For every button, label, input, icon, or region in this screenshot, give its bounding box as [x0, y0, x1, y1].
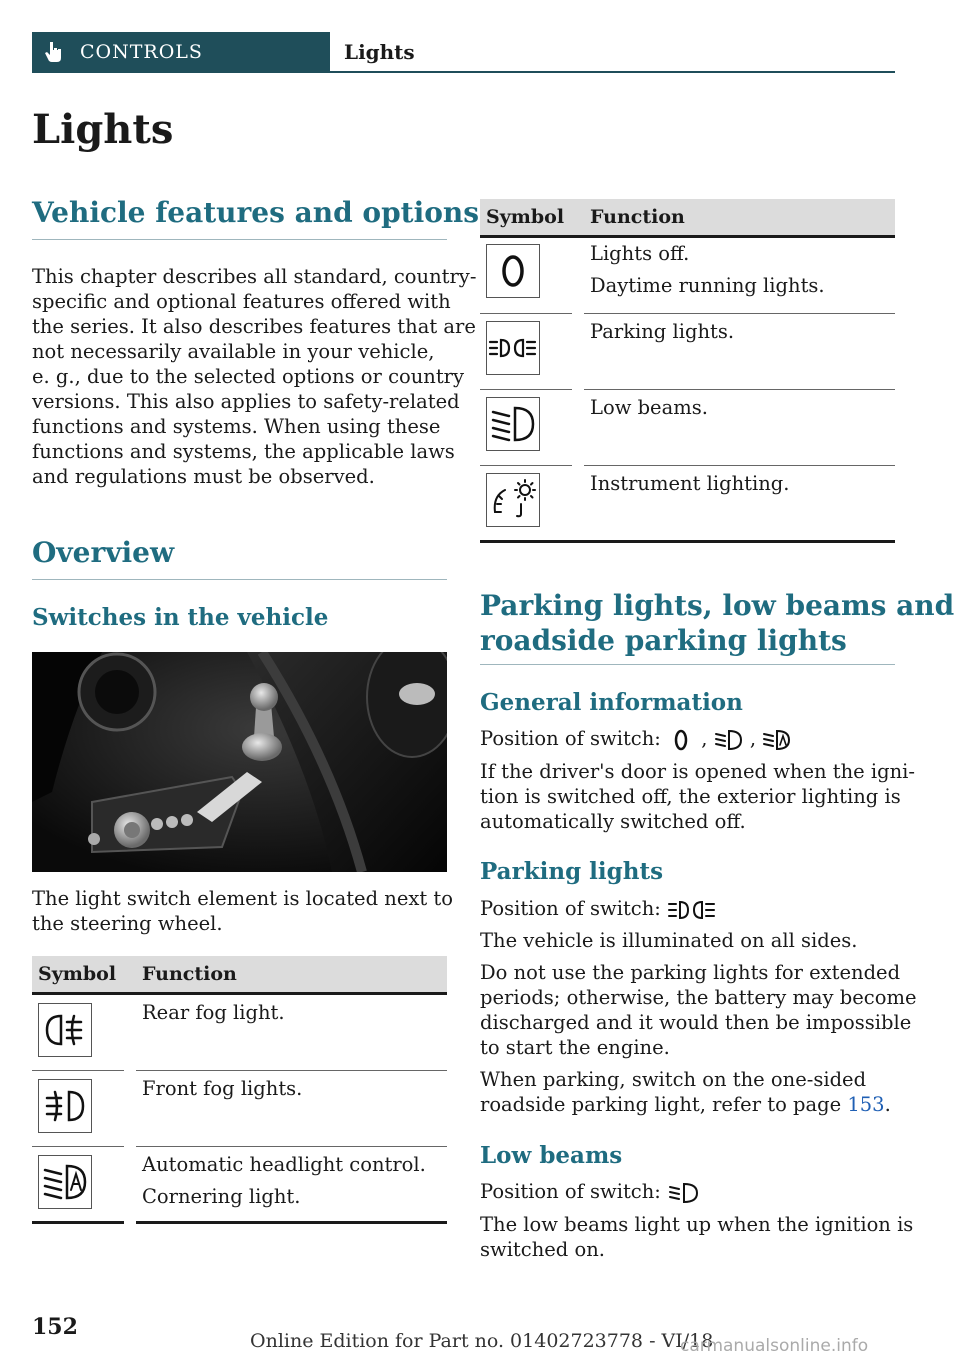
- parking-lights-icon: [486, 321, 540, 375]
- right-symbol-table: [480, 199, 895, 545]
- function-text: Parking lights.: [590, 320, 735, 343]
- table-row: [480, 314, 895, 390]
- section-name: CONTROLS: [80, 41, 203, 63]
- heading-parking-low-beams: Parking lights, low beams and roadside parking lights: [480, 589, 955, 657]
- page-reference-link[interactable]: 153: [847, 1093, 885, 1116]
- rear-fog-light-icon: [38, 1003, 92, 1057]
- page-title: Lights: [32, 106, 174, 153]
- heading-switches: Switches in the vehicle: [32, 604, 329, 631]
- parking-text-2: Do not use the parking lights for extended periods; otherwise, the battery may become discharged and it would then be impossible to start the engine.: [480, 961, 917, 1059]
- function-text: Low beams.: [590, 396, 708, 419]
- col-symbol: Symbol: [486, 206, 565, 228]
- col-symbol: Symbol: [38, 963, 117, 985]
- instrument-lighting-icon: [486, 473, 540, 527]
- heading-overview: Overview: [32, 536, 175, 569]
- table-row: [32, 1147, 447, 1223]
- lights-off-icon: [486, 244, 540, 298]
- table-row: [480, 238, 895, 314]
- table-row: [480, 466, 895, 542]
- function-text: Instrument lighting.: [590, 472, 790, 495]
- table-header: [32, 956, 447, 995]
- hand-pointer-icon: [44, 41, 62, 63]
- low-beams-icon: [667, 1180, 701, 1206]
- table-header: [480, 199, 895, 238]
- heading-rule: [480, 664, 895, 665]
- page-header: [32, 32, 895, 73]
- function-text: Rear fog light.: [142, 1001, 285, 1024]
- section-tab: [32, 32, 330, 71]
- parking-low-beam-icon: [714, 727, 744, 753]
- low-beams-text: The low beams light up when the ignition is switched on.: [480, 1213, 914, 1261]
- edition-note: Online Edition for Part no. 01402723778 - VI/18: [250, 1330, 714, 1352]
- automatic-headlight-icon: [38, 1155, 92, 1209]
- automatic-headlight-icon: [762, 727, 792, 753]
- function-text: Front fog lights.: [142, 1077, 303, 1100]
- function-text: Automatic headlight control.: [142, 1153, 426, 1176]
- col-function: Function: [590, 206, 685, 228]
- function-text: Daytime running lights.: [590, 274, 825, 297]
- parking-text-3: When parking, switch on the one-sided roadside parking light, refer to page 153.: [480, 1068, 891, 1116]
- parking-text-1: The vehicle is illuminated on all sides.: [480, 929, 858, 952]
- general-position-line: Position of switch: , ,: [480, 726, 792, 753]
- watermark: carmanualsonline.info: [680, 1336, 869, 1356]
- heading-vehicle-features: Vehicle features and options: [32, 196, 480, 229]
- function-text: Lights off.: [590, 242, 690, 265]
- heading-parking-lights: Parking lights: [480, 858, 664, 885]
- heading-rule: [32, 239, 447, 240]
- page-number: 152: [32, 1314, 78, 1340]
- heading-rule: [32, 579, 447, 580]
- table-row: [32, 1071, 447, 1147]
- heading-low-beams: Low beams: [480, 1142, 623, 1169]
- general-info-text: If the driver's door is opened when the igni- tion is switched off, the exterior lighting is automatically switched off.: [480, 760, 915, 833]
- switch-caption: The light switch element is located next to the steering wheel.: [32, 887, 453, 935]
- low-beams-icon: [486, 397, 540, 451]
- front-fog-lights-icon: [38, 1079, 92, 1133]
- low-beams-position-line: Position of switch:: [480, 1179, 701, 1206]
- vehicle-features-text: This chapter describes all standard, country- specific and optional features offered with the series. It also describes features that are not necessarily available in your vehicle, e. g., due to the selected options or country versions. This also applies to safety-related functions and systems. When using these functions and systems, the applicable laws and regulations must be observed.: [32, 265, 477, 488]
- table-row: [32, 995, 447, 1071]
- parking-position-line: Position of switch:: [480, 896, 717, 922]
- col-function: Function: [142, 963, 237, 985]
- function-text: Cornering light.: [142, 1185, 301, 1208]
- left-symbol-table: [32, 956, 447, 1226]
- lights-off-icon: [667, 727, 695, 753]
- light-switch-photo: [32, 652, 447, 872]
- table-row: [480, 390, 895, 466]
- topic-name: Lights: [344, 40, 415, 64]
- parking-lights-icon: [667, 898, 717, 922]
- heading-general-info: General information: [480, 689, 743, 716]
